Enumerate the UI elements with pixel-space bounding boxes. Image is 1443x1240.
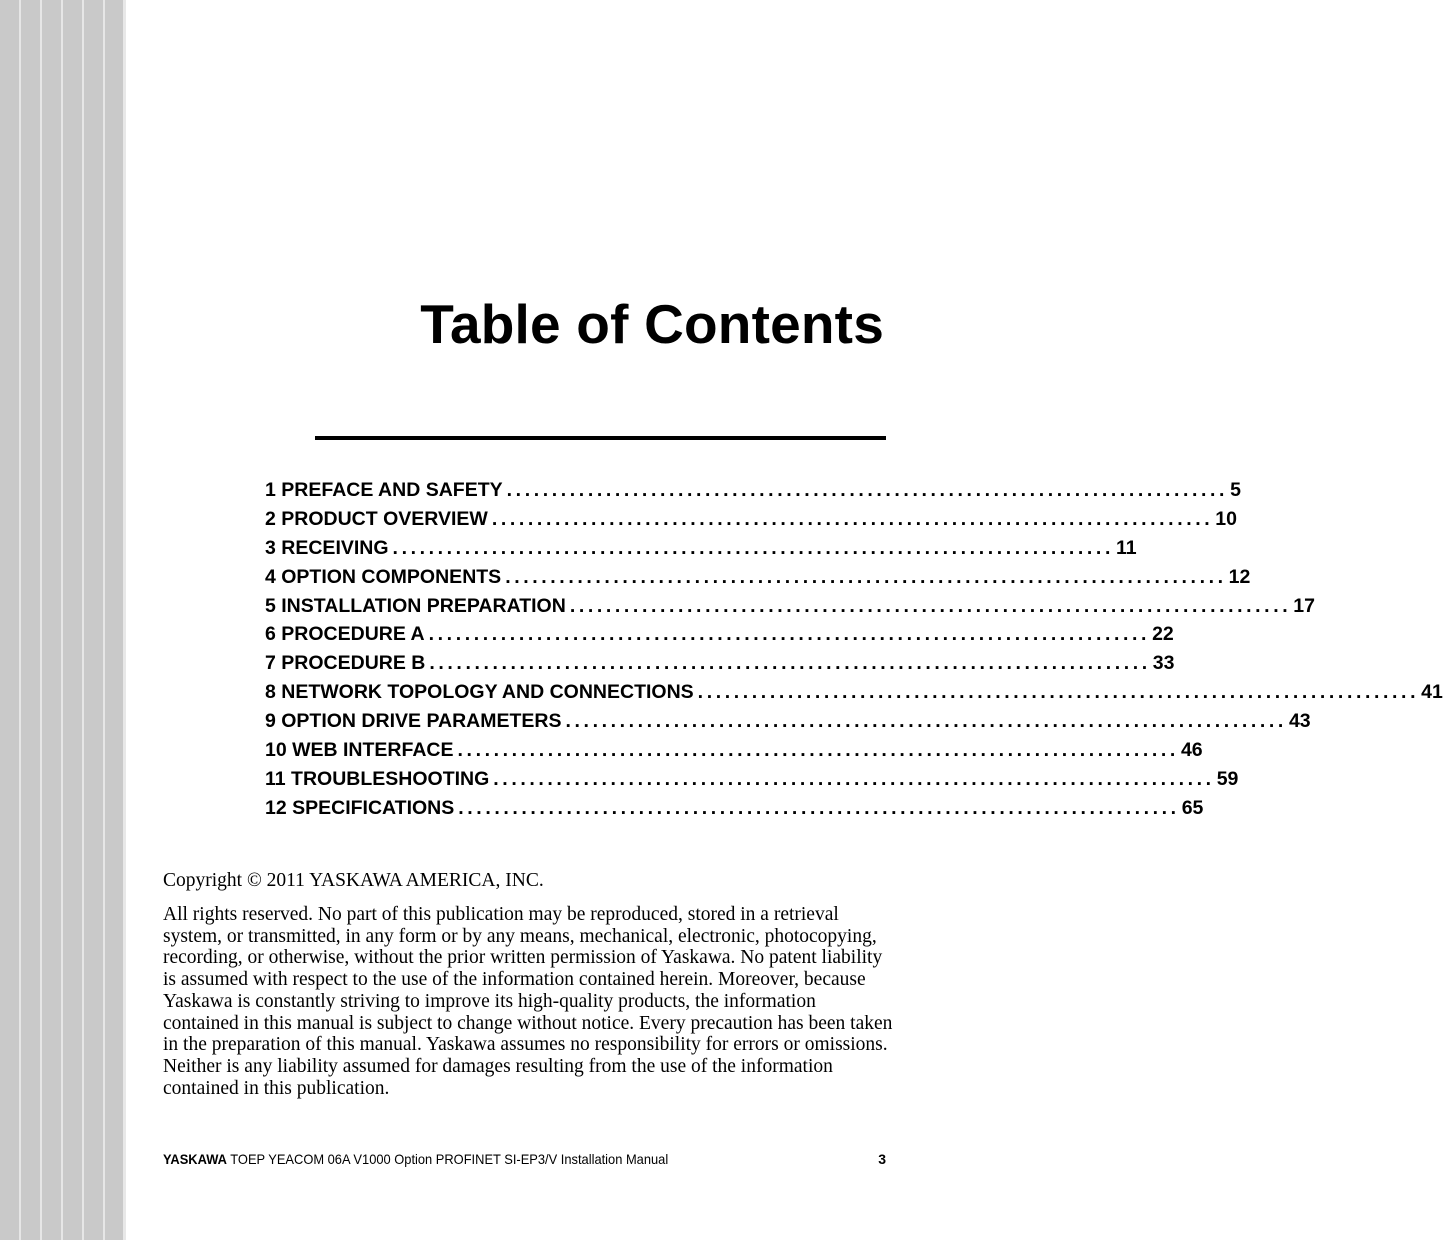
toc-entry[interactable] <box>265 565 1251 595</box>
toc-dot-leader: ................................................................................ <box>493 767 1215 790</box>
toc-entry[interactable] <box>265 652 1175 681</box>
page-title: Table of Contents <box>420 293 884 355</box>
copyright-notice: Copyright © 2011 YASKAWA AMERICA, INC. <box>163 870 544 891</box>
toc-entry[interactable] <box>265 623 1174 652</box>
toc-entry-page: 5 <box>1230 479 1241 501</box>
margin-stripes <box>0 0 126 1240</box>
toc-entry-page: 46 <box>1180 739 1203 762</box>
toc-entry-title: 1 PREFACE AND SAFETY <box>265 479 503 501</box>
toc-entry-page: 22 <box>1152 623 1174 646</box>
title-rule <box>315 436 886 440</box>
toc-entry[interactable] <box>265 796 1204 826</box>
toc-dot-leader: ................................................................................ <box>491 507 1214 530</box>
toc-entry-title: 2 PRODUCT OVERVIEW <box>265 507 488 530</box>
toc-dot-leader: ................................................................................ <box>565 710 1287 733</box>
toc-entry[interactable] <box>265 507 1237 537</box>
toc-entry-title: 9 OPTION DRIVE PARAMETERS <box>265 710 562 733</box>
toc-dot-leader: ................................................................................ <box>505 565 1227 588</box>
toc-entry-page: 11 <box>1115 536 1137 559</box>
footer-title <box>163 1151 668 1167</box>
toc-dot-leader: ................................................................................ <box>506 479 1229 501</box>
toc-entry-title: 11 TROUBLESHOOTING <box>265 767 490 790</box>
toc-entry[interactable] <box>265 739 1203 768</box>
toc-dot-leader: ................................................................................ <box>428 623 1151 646</box>
footer-brand: YASKAWA <box>163 1151 227 1167</box>
toc-dot-leader: ................................................................................ <box>697 681 1420 704</box>
toc-entry-title: 5 INSTALLATION PREPARATION <box>265 594 566 617</box>
footer-page-number: 3 <box>878 1151 886 1167</box>
toc-entry[interactable] <box>265 710 1311 739</box>
table-of-contents <box>265 479 1443 826</box>
toc-entry-title: 10 WEB INTERFACE <box>265 739 454 762</box>
toc-entry-title: 8 NETWORK TOPOLOGY AND CONNECTIONS <box>265 681 694 704</box>
toc-dot-leader: ................................................................................ <box>392 536 1114 559</box>
margin-edge <box>123 0 126 1240</box>
toc-entry-page: 33 <box>1152 652 1175 675</box>
toc-entry[interactable] <box>265 767 1239 797</box>
toc-entry-page: 43 <box>1288 710 1311 733</box>
toc-entry-page: 12 <box>1228 565 1251 588</box>
toc-entry-title: 7 PROCEDURE B <box>265 652 426 675</box>
toc-entry-page: 65 <box>1181 796 1204 819</box>
toc-entry[interactable] <box>265 681 1443 710</box>
toc-dot-leader: ................................................................................ <box>429 652 1151 675</box>
toc-entry-title: 3 RECEIVING <box>265 536 389 559</box>
toc-entry[interactable] <box>265 594 1315 624</box>
page-footer <box>163 1151 828 1167</box>
toc-entry[interactable] <box>265 479 1241 508</box>
toc-dot-leader: ................................................................................ <box>569 594 1292 617</box>
rights-statement: All rights reserved. No part of this publication may be reproduced, stored in a retrieval system, or transmitted, in any form or by any means, mechanical, electronic, photocopying, recording, or otherwise, without the prior written permission of Yaskawa. No patent liability is assumed with respect to the use of the information contained herein. Moreover, because Yaskawa is constantly striving to improve its high-quality products, the information contained in this manual is subject to change without notice. Every precaution has been taken in the preparation of this manual. Yaskawa assumes no responsibility for errors or omissions. Neither is any liability assumed for damages resulting from the use of the information contained in this publication. <box>163 904 893 1099</box>
footer-doc-title: TOEP YEACOM 06A V1000 Option PROFINET SI-EP3/V Installation Manual <box>226 1151 669 1167</box>
toc-entry-page: 41 <box>1421 681 1443 704</box>
toc-dot-leader: ................................................................................ <box>457 739 1179 762</box>
toc-entry-title: 4 OPTION COMPONENTS <box>265 565 502 588</box>
toc-entry-page: 10 <box>1215 507 1237 530</box>
toc-entry-page: 59 <box>1216 767 1239 790</box>
toc-entry-title: 6 PROCEDURE A <box>265 623 425 646</box>
toc-entry-title: 12 SPECIFICATIONS <box>265 796 455 819</box>
toc-entry-page: 17 <box>1293 594 1315 617</box>
toc-dot-leader: ................................................................................ <box>458 796 1180 819</box>
toc-entry[interactable] <box>265 536 1137 566</box>
